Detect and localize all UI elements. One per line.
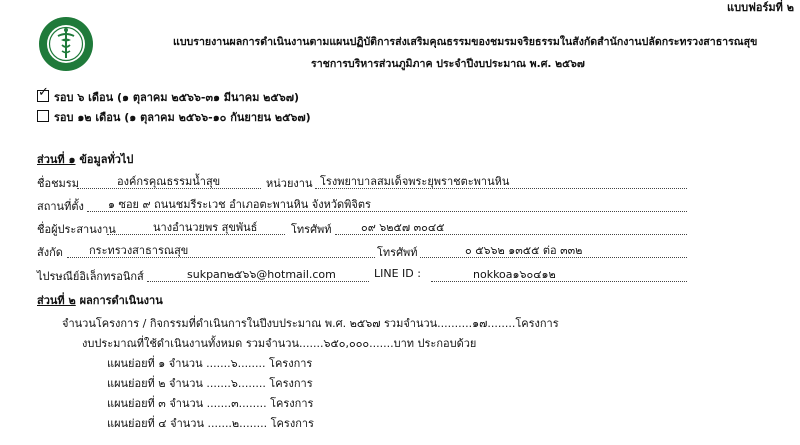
line-id-value: nokkoa๑๖๐๔๑๒ xyxy=(473,268,556,281)
affiliation-value: กระทรวงสาธารณสุข xyxy=(89,244,189,257)
affiliation-label: สังกัด xyxy=(37,246,63,259)
check-mark-icon: ✓ xyxy=(38,85,49,100)
option-6-month-label: รอบ ๖ เดือน (๑ ตุลาคม ๒๕๖๖-๓๑ มีนาคม ๒๕๖๗) xyxy=(54,91,300,104)
subplan-4: แผนย่อยที่ ๔ จำนวน .......๒........ โครงการ xyxy=(107,417,314,430)
phone2-value: ๐ ๕๖๖๒ ๑๓๕๕ ต่อ ๓๓๒ xyxy=(465,244,583,257)
subplan-3: แผนย่อยที่ ๓ จำนวน .......๓........ โครงการ xyxy=(107,397,314,410)
section2-title: ผลการดำเนินงาน xyxy=(79,294,163,307)
subplan-2: แผนย่อยที่ ๒ จำนวน .......๖........ โครงการ xyxy=(107,377,313,390)
form-number: แบบฟอร์มที่ ๒ xyxy=(727,1,794,14)
document-title-line2: ราชการบริหารส่วนภูมิภาค ประจำปีงบประมาณ พ.ศ. ๒๕๖๗ xyxy=(311,58,585,70)
option-12-month-label: รอบ ๑๒ เดือน (๑ ตุลาคม ๒๕๖๖-๑๐ กันยายน ๒๕๖๗) xyxy=(54,111,311,124)
section2-number: ส่วนที่ ๒ xyxy=(37,294,76,307)
phone2-label: โทรศัพท์ xyxy=(377,246,418,259)
line-id-label: LINE ID : xyxy=(374,267,421,280)
section1-number: ส่วนที่ ๑ xyxy=(37,153,76,166)
email-value: sukpan๒๕๖๖@hotmail.com xyxy=(187,268,336,281)
checkbox-checked-icon[interactable] xyxy=(37,85,49,102)
coordinator-value: นางอำนวยพร สุขพันธ์ xyxy=(153,221,258,234)
checkbox-unchecked-icon[interactable] xyxy=(37,110,49,122)
ministry-seal-logo xyxy=(38,16,94,72)
budget-line: งบประมาณที่ใช้ดำเนินงานทั้งหมด รวมจำนวน.......๖๕๐,๐๐๐.......บาท ประกอบด้วย xyxy=(82,337,477,350)
phone-label: โทรศัพท์ xyxy=(291,223,332,236)
section1-heading xyxy=(37,150,133,168)
club-value: องค์กรคุณธรรมน้ำสุข xyxy=(117,175,221,188)
club-label: ชื่อชมรม xyxy=(37,177,79,190)
phone-value: ๐๙ ๖๒๕๗ ๓๐๔๕ xyxy=(361,221,445,234)
projects-count-line: จำนวนโครงการ / กิจกรรมที่ดำเนินการในปีงบประมาณ พ.ศ. ๒๕๖๗ รวมจำนวน..........๑๗........โครงการ xyxy=(62,317,559,330)
location-value: ๑ ซอย ๙ ถนนชมรีระเวช อำเภอตะพานหิน จังหวัดพิจิตร xyxy=(108,198,371,211)
unit-label: หน่วยงาน xyxy=(266,177,313,190)
coordinator-label: ชื่อผู้ประสานงาน xyxy=(37,223,116,236)
option-12-month[interactable] xyxy=(37,108,311,126)
option-6-month[interactable] xyxy=(37,85,300,106)
document-title-line1: แบบรายงานผลการดำเนินงานตามแผนปฏิบัติการส่งเสริมคุณธรรมของชมรมจริยธรรมในสังกัดสำนักงานปลัดกระทรวงสาธารณสุข xyxy=(173,36,758,48)
subplan-1: แผนย่อยที่ ๑ จำนวน .......๖........ โครงการ xyxy=(107,357,313,370)
unit-value: โรงพยาบาลสมเด็จพระยุพราชตะพานหิน xyxy=(320,175,510,188)
section1-title: ข้อมูลทั่วไป xyxy=(79,153,134,166)
section2-heading xyxy=(37,291,163,309)
location-label: สถานที่ตั้ง xyxy=(37,200,84,213)
email-label: ไปรษณีย์อิเล็กทรอนิกส์ xyxy=(37,270,144,283)
line-id-field-line xyxy=(431,269,687,282)
